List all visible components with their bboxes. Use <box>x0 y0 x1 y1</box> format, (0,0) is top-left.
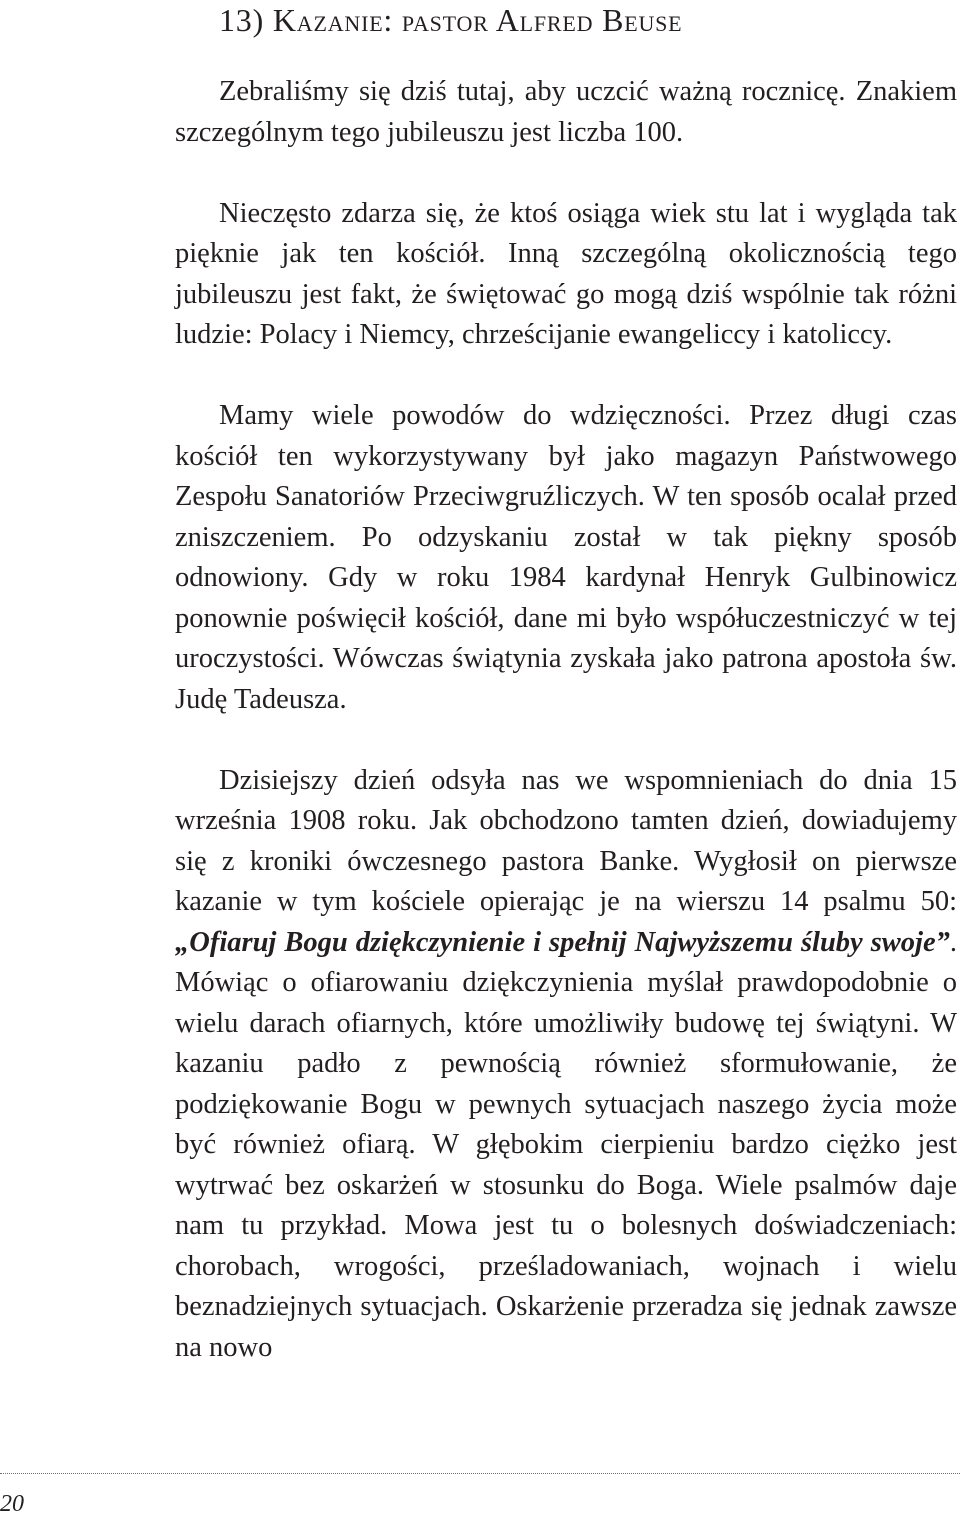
paragraph-4-intro: Dzisiejszy dzień odsyła nas we wspomnieniach do dnia 15 września 1908 roku. Jak obchodzono tamten dzień, dowiadujemy się z kroniki ówczesnego pastora Banke. Wygłosił on pierwsze kazanie w tym kościele opierając je na wierszu 14 psalmu 50: <box>175 764 957 917</box>
paragraph-1: Zebraliśmy się dziś tutaj, aby uczcić ważną rocznicę. Znakiem szczególnym tego jubileuszu jest liczba 100. <box>175 76 957 148</box>
paragraph-4 <box>175 761 957 1369</box>
paragraph-4-continuation: . Mówiąc o ofiarowaniu dziękczynienia myślał prawdopodobnie o wielu darach ofiarnych, które umożliwiły budowę tej świątyni. W kazaniu padło z pewnością również sformułowanie, że podziękowanie Bogu w pewnych sytuacjach naszego życia może być również ofiarą. W głębokim cierpieniu bardzo ciężko jest wytrwać bez oskarżeń w stosunku do Boga. Wiele psalmów daje nam tu przykład. Mowa jest tu o bolesnych doświadczeniach: chorobach, wrogości, prześladowaniach, wojnach i wielu beznadziejnych sytuacjach. Oskarżenie przeradza się jednak zawsze na nowo <box>175 926 957 1363</box>
psalm-quote: „Ofiaruj Bogu dziękczynienie i spełnij Najwyższemu śluby swoje” <box>175 926 950 958</box>
paragraph-3: Mamy wiele powodów do wdzięczności. Przez długi czas kościół ten wykorzystywany był jako magazyn Państwowego Zespołu Sanatoriów Przeciwgruźliczych. W ten sposób ocalał przed zniszczeniem. Po odzyskaniu został w tak piękny sposób odnowiony. Gdy w roku 1984 kardynał Henryk Gulbinowicz ponownie poświęcił kościół, dane mi było współuczestniczyć w tej uroczystości. Wówczas świątynia zyskała jako patrona apostoła św. Judę Tadeusza. <box>175 400 957 715</box>
page-number: 20 <box>0 1491 24 1517</box>
footer-divider <box>0 1473 960 1474</box>
chapter-heading: 13) Kazanie: pastor Alfred Beuse <box>219 2 683 38</box>
sermon-text <box>175 72 957 1368</box>
paragraph-2: Nieczęsto zdarza się, że ktoś osiąga wiek stu lat i wygląda tak pięknie jak ten kościół. Inną szczególną okolicznością tego jubileuszu jest fakt, że świętować go mogą dziś wspólnie tak różni ludzie: Polacy i Niemcy, chrześcijanie ewangeliccy i katoliccy. <box>175 197 957 350</box>
